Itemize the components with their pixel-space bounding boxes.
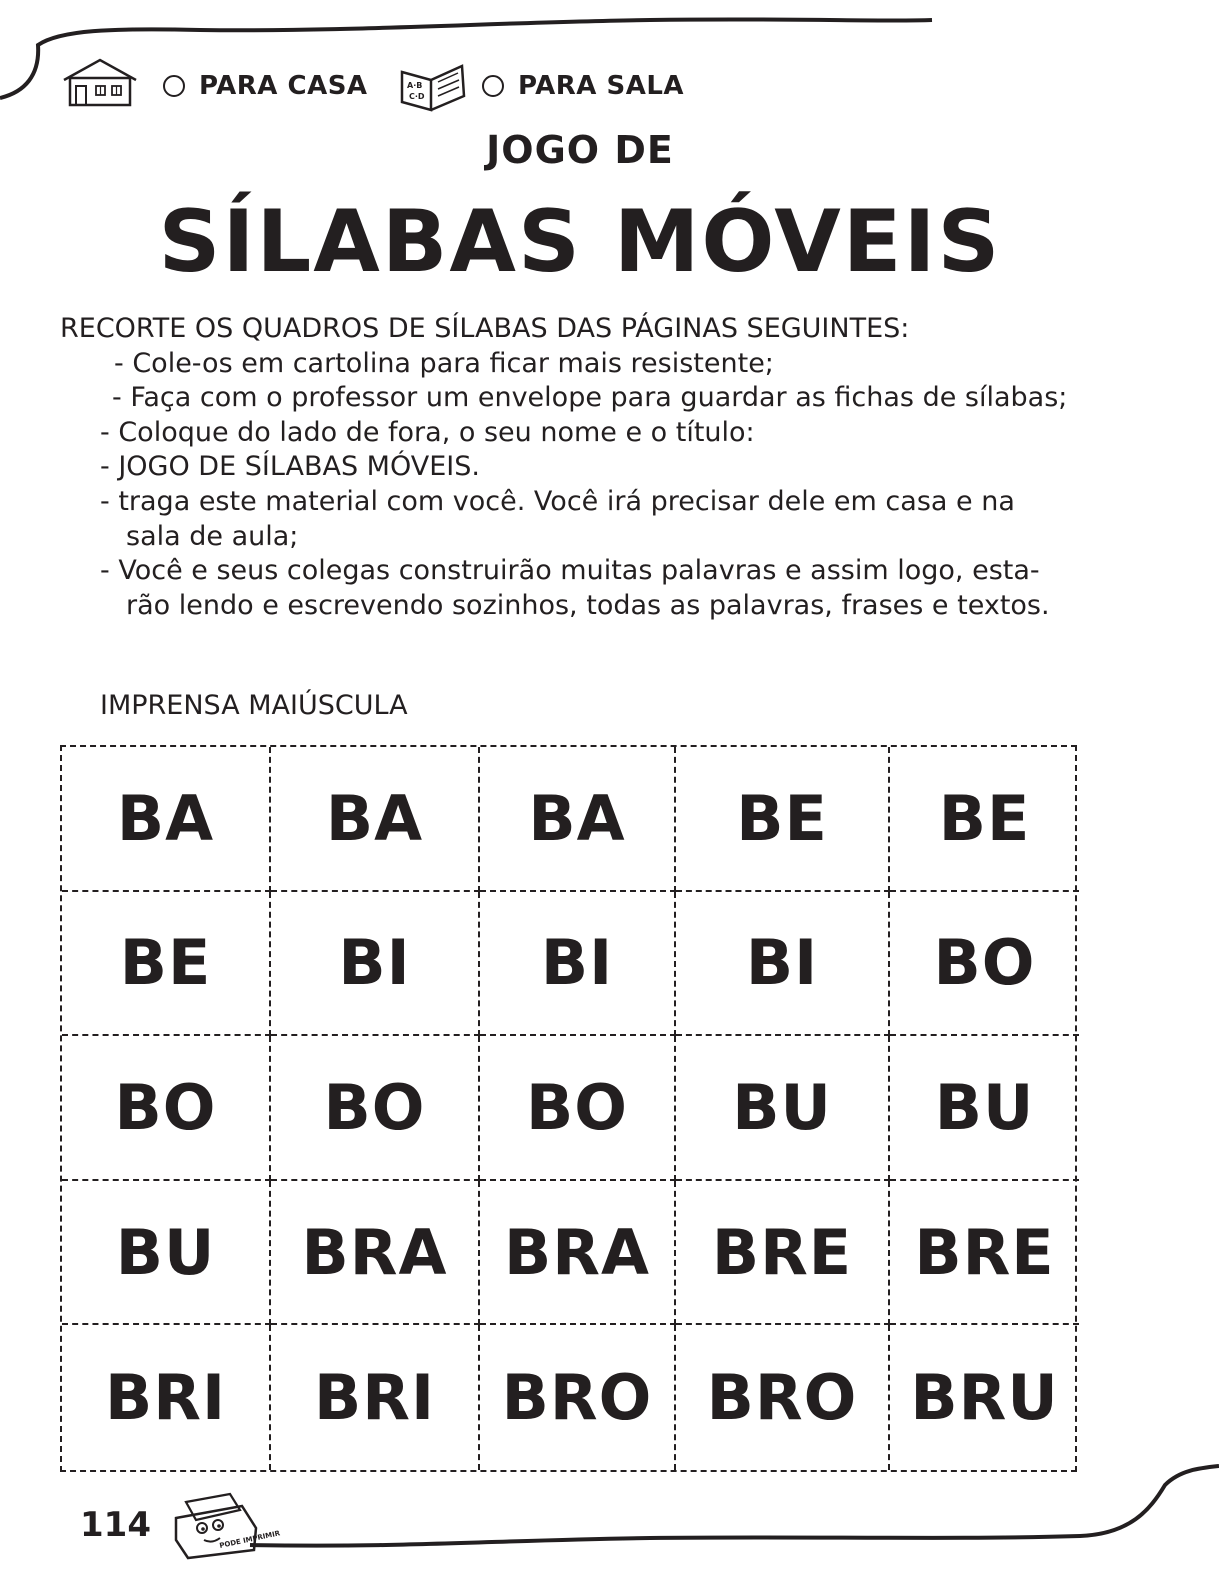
syllable-card[interactable]: BO — [271, 1036, 480, 1181]
para-casa-label: PARA CASA — [199, 71, 368, 101]
syllable-grid — [60, 745, 1077, 1472]
syllable-card[interactable]: BO — [890, 892, 1079, 1037]
syllable-card[interactable]: BA — [62, 747, 271, 892]
svg-text:A·B: A·B — [407, 81, 423, 90]
syllable-card[interactable]: BRO — [480, 1325, 676, 1470]
syllable-card[interactable]: BRU — [910, 1361, 1059, 1435]
syllable-card[interactable]: BRO — [676, 1325, 890, 1470]
instruction-line: sala de aula; — [126, 520, 299, 552]
instruction-line: - Faça com o professor um envelope para guardar as fichas de sílabas; — [112, 382, 1068, 414]
syllable-card[interactable]: BRI — [62, 1325, 271, 1470]
syllable-card[interactable]: BA — [480, 747, 676, 892]
instruction-line: - traga este material com você. Você irá precisar dele em casa e na — [100, 485, 1015, 517]
syllable-card[interactable]: BE — [62, 892, 271, 1037]
syllable-card[interactable]: BU — [890, 1036, 1079, 1181]
instruction-line: - Coloque do lado de fora, o seu nome e o título: — [100, 416, 755, 448]
syllable-card[interactable]: BRA — [271, 1181, 480, 1326]
syllable-card[interactable]: BRE — [890, 1181, 1079, 1326]
syllable-card[interactable]: BO — [62, 1036, 271, 1181]
instructions-block — [60, 312, 1140, 623]
printer-badge-text: PODE IMPRIMIR — [218, 1529, 281, 1550]
syllable-card[interactable]: BI — [271, 892, 480, 1037]
syllable-card[interactable]: BRI — [271, 1325, 480, 1470]
instruction-line: - JOGO DE SÍLABAS MÓVEIS. — [100, 451, 480, 483]
page-number: 114 — [80, 1505, 151, 1545]
syllable-card[interactable]: BO — [480, 1036, 676, 1181]
svg-text:C·D: C·D — [409, 92, 425, 101]
syllable-card[interactable]: BA — [271, 747, 480, 892]
page-title: SÍLABAS MÓVEIS — [158, 192, 1002, 292]
para-sala-label: PARA SALA — [518, 71, 685, 101]
syllable-card[interactable]: BI — [480, 892, 676, 1037]
syllable-card[interactable]: BI — [676, 892, 890, 1037]
open-book-icon — [398, 58, 468, 114]
printer-icon — [168, 1488, 281, 1560]
grid-caption: IMPRENSA MAIÚSCULA — [100, 690, 408, 721]
instruction-line: RECORTE OS QUADROS DE SÍLABAS DAS PÁGINAS SEGUINTES: — [60, 313, 910, 344]
syllable-card[interactable]: BE — [676, 747, 890, 892]
house-icon — [60, 56, 140, 108]
para-sala-radio[interactable] — [482, 75, 504, 97]
syllable-card[interactable]: BRA — [480, 1181, 676, 1326]
syllable-card[interactable]: BU — [676, 1036, 890, 1181]
syllable-card[interactable]: BU — [62, 1181, 271, 1326]
title-line-1: JOGO DE — [486, 128, 674, 172]
syllable-card[interactable]: BE — [890, 747, 1079, 892]
instruction-line: rão lendo e escrevendo sozinhos, todas as palavras, frases e textos. — [126, 589, 1050, 621]
para-casa-radio[interactable] — [163, 75, 185, 97]
instruction-line: - Cole-os em cartolina para ficar mais resistente; — [114, 347, 774, 379]
syllable-card[interactable]: BRE — [676, 1181, 890, 1326]
para-casa-option[interactable] — [163, 66, 368, 106]
para-sala-option[interactable] — [482, 66, 684, 106]
instruction-line: - Você e seus colegas construirão muitas palavras e assim logo, esta- — [100, 555, 1040, 587]
